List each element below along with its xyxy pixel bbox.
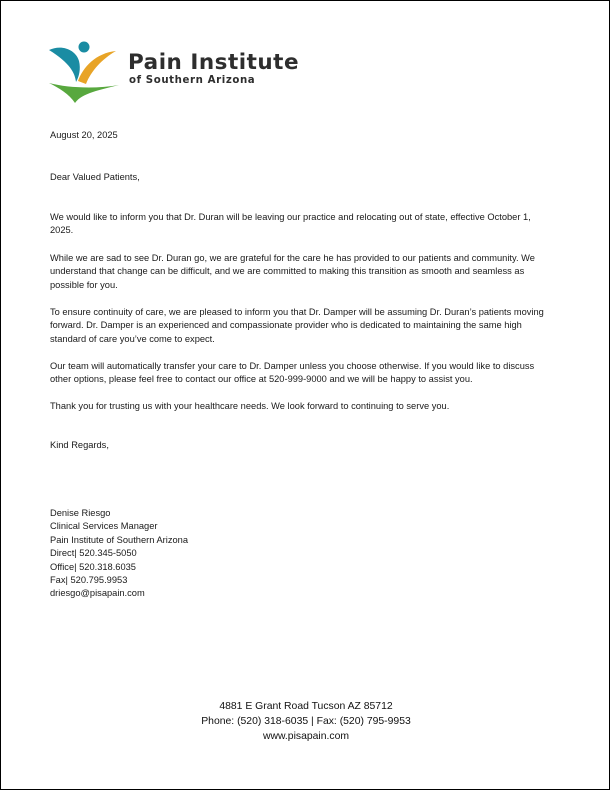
logo-green-swoosh <box>49 83 119 103</box>
paragraph-thanks: Thank you for trusting us with your healthcare needs. We look forward to continuing to serve you. <box>50 401 450 411</box>
signature-block <box>50 507 550 601</box>
direct-phone: Direct| 520.345-5050 <box>50 548 137 559</box>
footer-website: www.pisapain.com <box>262 731 350 742</box>
paragraph-transfer: Our team will automatically transfer your care to Dr. Damper unless you choose otherwise. If you would like to discuss other options, please feel free to contact our office at 520-999-9000 and we will be happy to assist you. <box>50 361 535 385</box>
letter-date: August 20, 2025 <box>50 130 118 140</box>
closing: Kind Regards, <box>50 440 109 450</box>
office-phone: Office| 520.318.6035 <box>50 561 136 572</box>
organization-subtitle: of Southern Arizona <box>129 75 256 86</box>
signer-name: Denise Riesgo <box>50 508 111 518</box>
logo-head <box>79 42 90 53</box>
letterhead <box>48 41 318 103</box>
footer-address: 4881 E Grant Road Tucson AZ 85712 <box>219 701 393 712</box>
logo-teal-wing <box>49 48 80 82</box>
signer-organization: Pain Institute of Southern Arizona <box>50 534 188 545</box>
letter-footer <box>1 699 610 744</box>
logo-orange-wing <box>78 51 116 84</box>
paragraph-continuity: To ensure continuity of care, we are pleased to inform you that Dr. Damper will be assuming Dr. Duran’s patients moving forward. Dr. Damper is an experienced and compassionate provider who is dedicated to maintaining the same high standard of care you’ve come to expect. <box>50 307 544 344</box>
signer-title: Clinical Services Manager <box>50 521 158 532</box>
fax-number: Fax| 520.795.9953 <box>50 575 128 586</box>
salutation: Dear Valued Patients, <box>50 172 140 182</box>
paragraph-announcement: We would like to inform you that Dr. Duran will be leaving our practice and relocating out of state, effective October 1, 2025. <box>50 212 531 236</box>
footer-phone-fax: Phone: (520) 318-6035 | Fax: (520) 795-9953 <box>201 716 411 727</box>
organization-name: Pain Institute <box>128 50 300 75</box>
pain-institute-logo-icon <box>48 41 126 103</box>
email-address: driesgo@pisapain.com <box>50 588 145 599</box>
paragraph-gratitude: While we are sad to see Dr. Duran go, we are grateful for the care he has provided to our patients and community. We understand that change can be difficult, and we are committed to making this transition as smooth and seamless as possible for you. <box>50 253 535 290</box>
